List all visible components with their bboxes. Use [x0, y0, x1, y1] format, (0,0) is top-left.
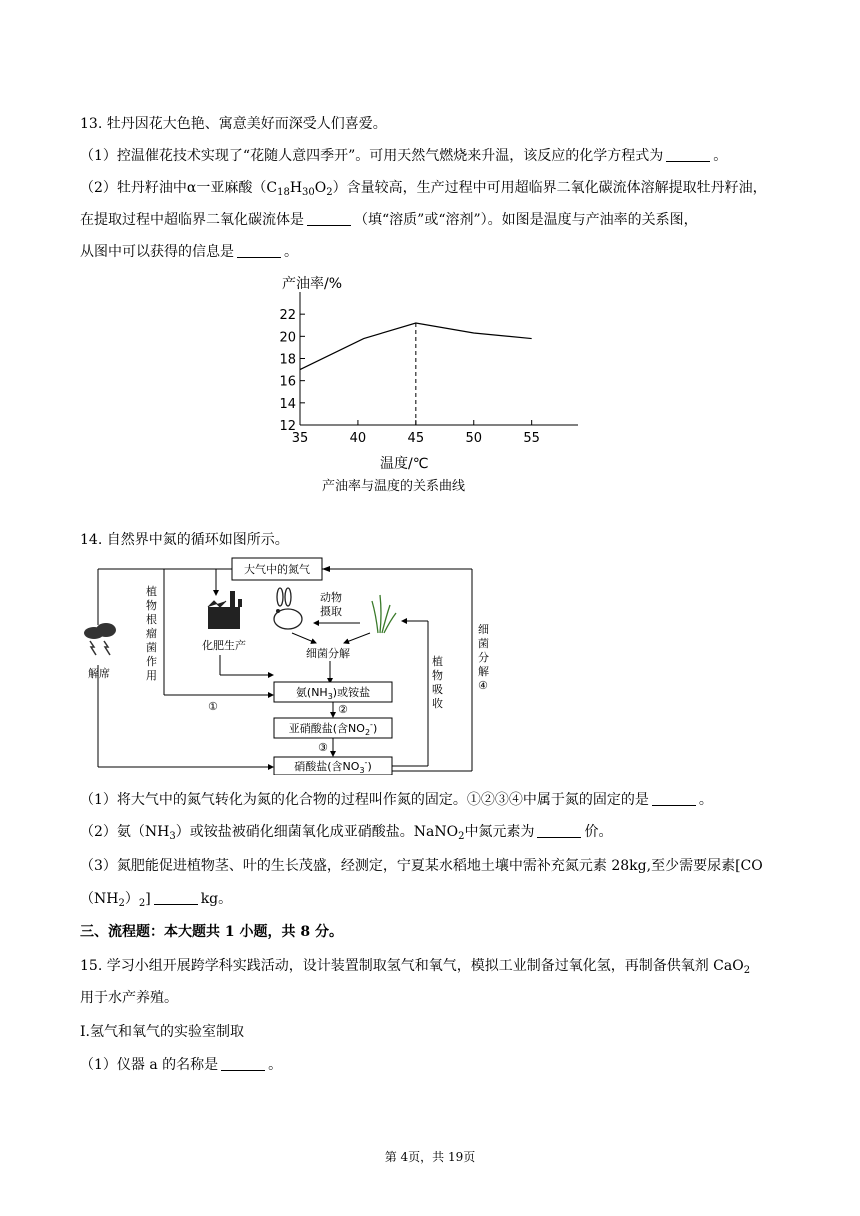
- formula-part: H: [289, 180, 303, 196]
- q14-part2: [80, 822, 612, 842]
- q13-part2-line2: [80, 210, 698, 230]
- answer-blank[interactable]: [666, 147, 710, 162]
- q15-part1-text: （1）仪器 a 的名称是: [80, 1057, 219, 1073]
- answer-blank[interactable]: [652, 791, 696, 806]
- nitrite-label-a: 亚硝酸盐(含NO: [288, 722, 365, 735]
- ammonia-label-b: )或铵盐: [332, 686, 371, 699]
- subscript: 30: [302, 187, 315, 198]
- nitrite-sup: -: [370, 720, 373, 729]
- q14-part2-c: 中氮元素为: [464, 824, 535, 840]
- nitrite-label: [289, 720, 377, 737]
- q13-part2-text: （2）牡丹籽油中α一亚麻酸（C: [80, 180, 278, 196]
- q13-part1-text: （1）控温催花技术实现了“花随人意四季开”。可用天然气燃烧来升温，该反应的化学方程式为: [80, 148, 664, 164]
- q13-part1: [80, 146, 727, 166]
- q14-part1-end: 。: [698, 792, 713, 808]
- lightning-label: 解席: [88, 667, 110, 680]
- q14-line4-b: ）: [124, 891, 139, 907]
- q14-line4-end: kg。: [200, 891, 233, 907]
- q13-line4-text: 从图中可以获得的信息是: [80, 244, 234, 260]
- subscript: 18: [277, 187, 290, 198]
- y-tick-label: 22: [279, 308, 296, 324]
- x-tick-label: 50: [465, 431, 483, 446]
- q13-line4-end: 。: [284, 244, 298, 260]
- page-footer: 第 4页，共 19页: [384, 1150, 476, 1164]
- q15-part1-end: 。: [268, 1057, 283, 1073]
- nitrate-sup: -: [364, 758, 368, 767]
- q15-stem-line2: 用于水产养殖。: [80, 990, 178, 1006]
- ammonia-sub: 3: [327, 692, 333, 701]
- grass-to-decompose: [344, 633, 370, 643]
- answer-blank[interactable]: [221, 1056, 265, 1071]
- subscript: 2: [326, 187, 333, 198]
- subscript: 2: [743, 965, 751, 976]
- nitrite-sub: 2: [364, 728, 371, 737]
- formula-part: O: [314, 180, 327, 196]
- q13-line3-text: 在提取过程中超临界二氧化碳流体是: [80, 212, 304, 228]
- q15-part1-title: Ⅰ.氢气和氧气的实验室制取: [80, 1024, 244, 1040]
- section3-title: 三、流程题：本大题共 1 小题，共 8 分。: [80, 924, 343, 940]
- answer-blank[interactable]: [307, 211, 351, 226]
- answer-blank[interactable]: [154, 890, 198, 905]
- q14-stem: 14. 自然界中氮的循环如图所示。: [80, 532, 289, 548]
- x-axis-label: 温度/℃: [380, 456, 429, 472]
- nitrate-sub: 3: [359, 766, 365, 775]
- marker-1: ①: [208, 700, 218, 713]
- answer-blank[interactable]: [237, 243, 281, 258]
- q14-part2-end: 价。: [584, 824, 613, 840]
- nitrite-label-b: ): [372, 722, 378, 735]
- answer-blank[interactable]: [537, 823, 581, 838]
- chart-caption: 产油率与温度的关系曲线: [322, 479, 466, 494]
- bacteria-decompose-label: 细菌分解 ④: [478, 623, 489, 692]
- factory-label: 化肥生产: [202, 639, 246, 652]
- nitrate-label-b: ): [367, 760, 372, 773]
- q14-part3-line2: [80, 889, 232, 909]
- q13-stem: 13. 牡丹因花大色艳、寓意美好而深受人们喜爱。: [80, 116, 387, 132]
- q14-part3: （3）氮肥能促进植物茎、叶的生长茂盛，经测定，宁夏某水稻地土壤中需补充氮元素 28kg,至少需要尿素[CO: [80, 858, 763, 874]
- rabbit-to-decompose: [292, 633, 316, 643]
- y-axis-label: 产油率/%: [282, 276, 343, 292]
- ammonia-label: [296, 685, 370, 701]
- animal-label-2: 摄取: [320, 605, 342, 618]
- q14-part1: [80, 790, 713, 810]
- subscript: 2: [458, 831, 465, 842]
- grass-icon: [372, 595, 396, 633]
- q13-part2-rest: ）含量较高，生产过程中可用超临界二氧化碳流体溶解提取牡丹籽油，: [332, 180, 767, 196]
- marker-2: ②: [338, 703, 348, 716]
- nitrate-label-a: 硝酸盐(含NO: [294, 760, 360, 773]
- q14-line4-a: （NH: [80, 891, 119, 907]
- nodule-label: 植物根瘤菌作用: [146, 585, 157, 682]
- marker-3: ③: [318, 741, 328, 754]
- q14-part1-text: （1）将大气中的氮气转化为氮的化合物的过程叫作氮的固定。①②③④中属于氮的固定的是: [80, 792, 649, 808]
- q13-part2-line3: [80, 242, 298, 262]
- lightning-cloud-icon: [84, 623, 116, 655]
- q15-stem: [80, 956, 750, 976]
- arrowhead-right: [322, 566, 330, 572]
- y-tick-label: 20: [279, 330, 296, 346]
- q14-part2-a: （2）氨（NH: [80, 824, 170, 840]
- subscript: 3: [169, 831, 176, 842]
- q14-part2-b: ）或铵盐被硝化细菌氧化成亚硝酸盐。NaNO: [175, 824, 459, 840]
- x-tick-label: 35: [291, 431, 309, 446]
- atmosphere-label: 大气中的氮气: [244, 563, 310, 576]
- x-tick-label: 40: [349, 431, 367, 446]
- factory-icon: [208, 591, 242, 629]
- y-tick-label: 12: [279, 419, 296, 434]
- y-tick-label: 18: [279, 352, 296, 368]
- q15-part1: [80, 1055, 282, 1075]
- nitrogen-cycle-diagram: [80, 555, 500, 775]
- subscript: 2: [118, 898, 125, 909]
- ammonia-label-a: 氨(NH: [295, 686, 328, 699]
- subscript: 2: [138, 898, 146, 909]
- animal-label-1: 动物: [320, 591, 342, 604]
- decompose-label: 细菌分解: [306, 647, 350, 660]
- q13-part1-end: 。: [713, 148, 728, 164]
- oil-yield-chart: [270, 270, 610, 495]
- rabbit-icon: [274, 588, 302, 629]
- q13-line3-end: （填“溶质”或“溶剂”）。如图是温度与产油率的关系图，: [354, 212, 698, 228]
- x-tick-label: 55: [523, 431, 540, 446]
- plant-absorb-label: 植物吸收: [432, 655, 443, 710]
- q14-line4-c: ]: [145, 891, 151, 907]
- y-tick-label: 16: [279, 374, 296, 390]
- q13-part2: [80, 178, 767, 198]
- q15-stem-a: 15. 学习小组开展跨学科实践活动，设计装置制取氢气和氧气，模拟工业制备过氧化氢，再制备供氧剂 CaO: [80, 958, 744, 974]
- y-tick-label: 14: [279, 396, 296, 412]
- x-tick-label: 45: [407, 431, 425, 446]
